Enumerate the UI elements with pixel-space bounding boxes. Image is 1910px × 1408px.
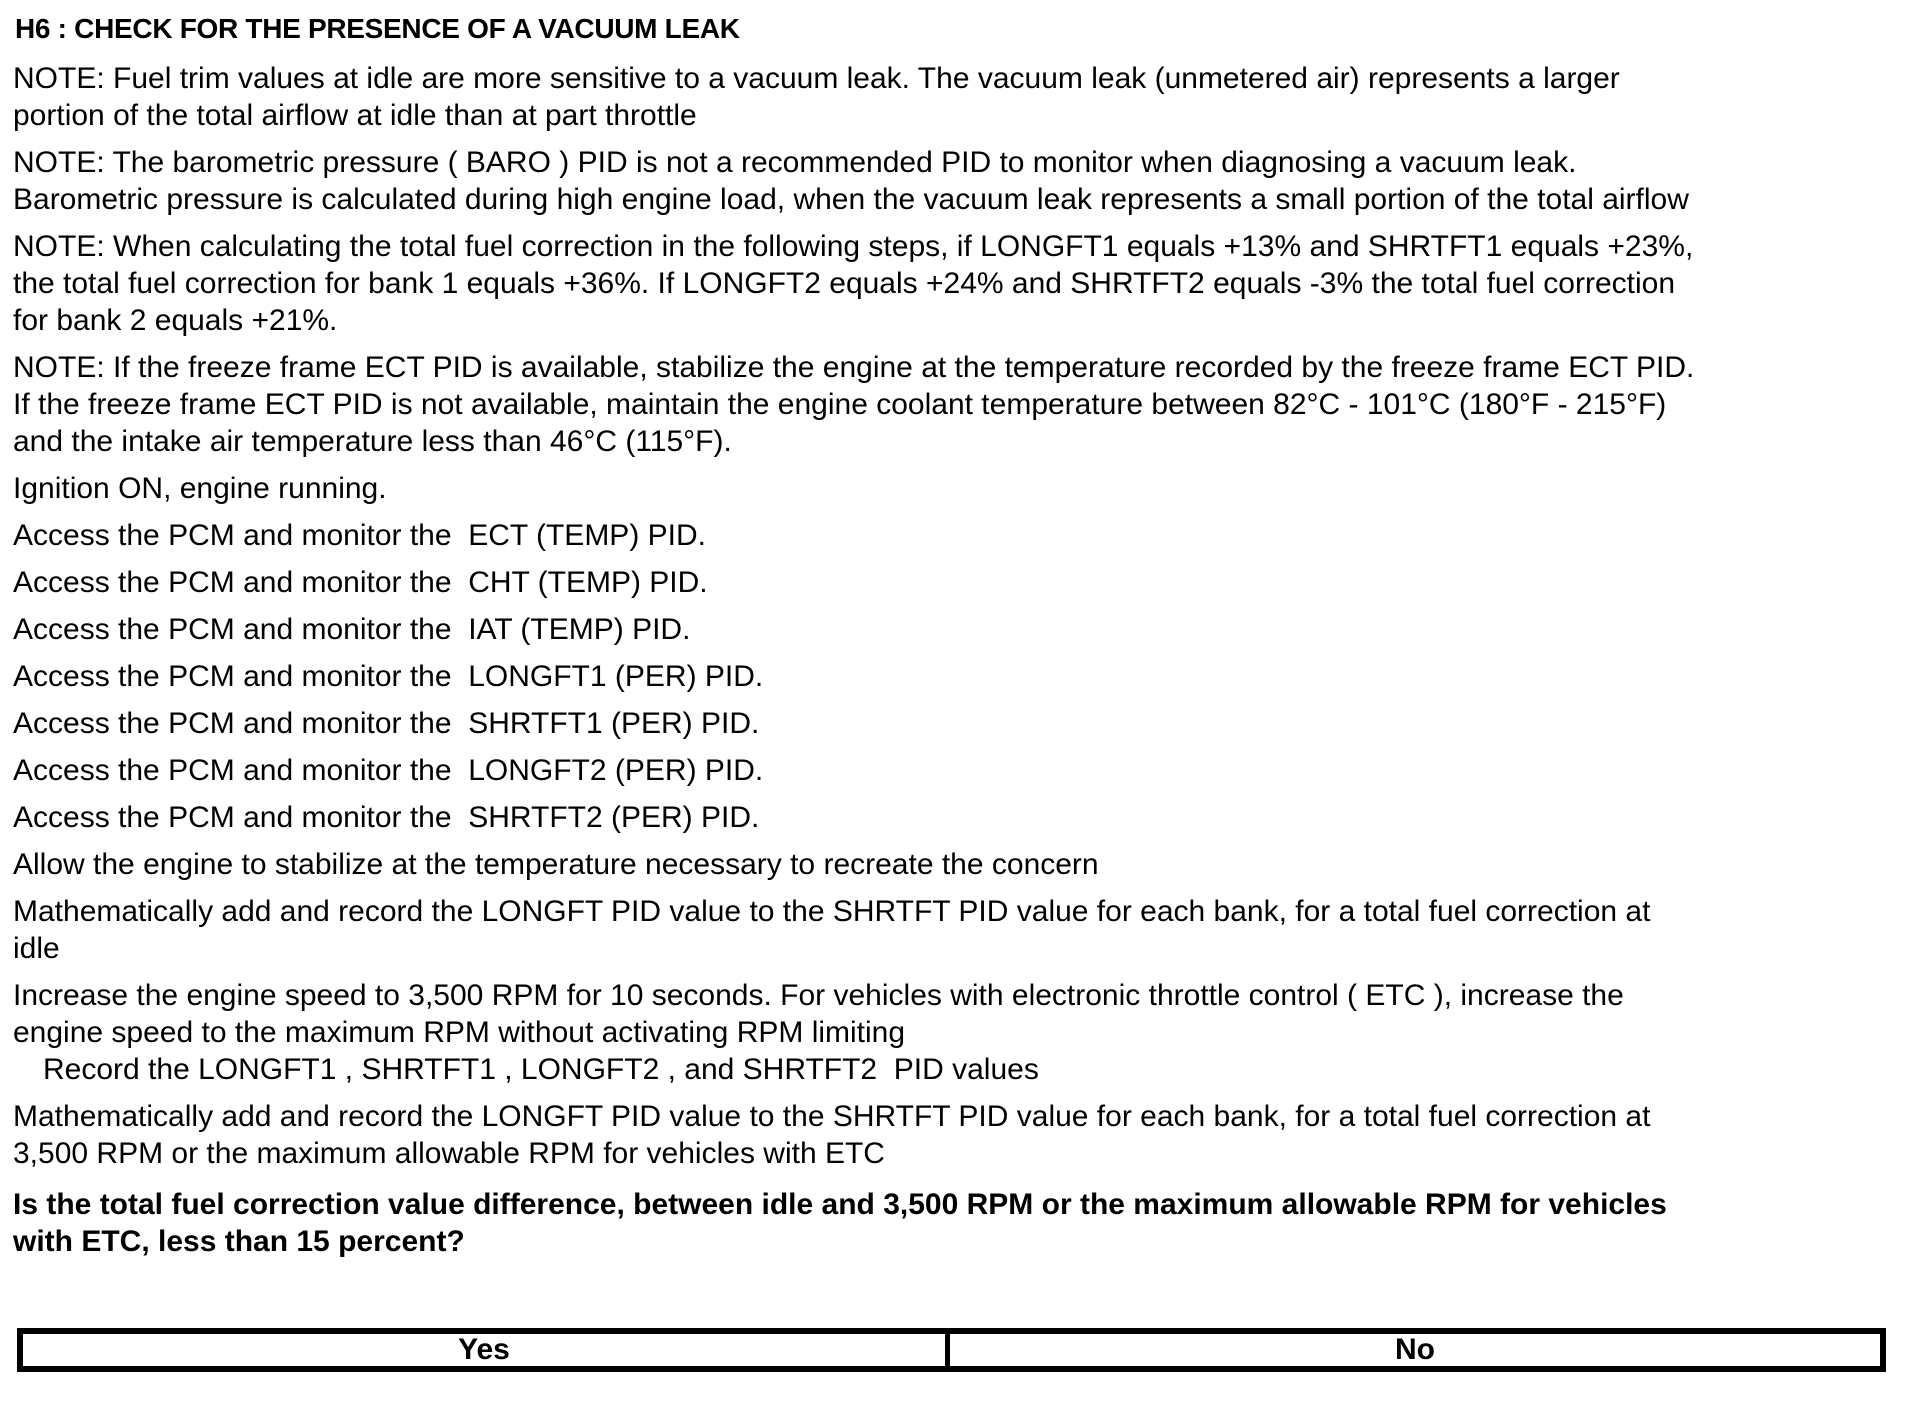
note-line: portion of the total airflow at idle than at part throttle bbox=[13, 99, 697, 132]
step-line: Access the PCM and monitor the ECT (TEMP) PID. bbox=[13, 519, 706, 552]
note-line: NOTE: If the freeze frame ECT PID is available, stabilize the engine at the temperature recorded by the freeze frame ECT PID. bbox=[13, 351, 1695, 384]
step-paragraph bbox=[13, 705, 1896, 742]
note-line: NOTE: The barometric pressure ( BARO ) PID is not a recommended PID to monitor when diagnosing a vacuum leak. bbox=[13, 146, 1577, 179]
step-line: Access the PCM and monitor the LONGFT1 (PER) PID. bbox=[13, 660, 764, 693]
question-line: Is the total fuel correction value difference, between idle and 3,500 RPM or the maximum allowable RPM for vehicles bbox=[13, 1188, 1667, 1221]
step-line: engine speed to the maximum RPM without activating RPM limiting bbox=[13, 1016, 906, 1049]
step-line: Ignition ON, engine running. bbox=[13, 472, 387, 505]
step-line: Increase the engine speed to 3,500 RPM for 10 seconds. For vehicles with electronic throttle control ( ETC ), increase the bbox=[13, 979, 1624, 1012]
note-paragraph bbox=[13, 349, 1896, 460]
step-paragraph bbox=[13, 658, 1896, 695]
step-line: Access the PCM and monitor the CHT (TEMP) PID. bbox=[13, 566, 708, 599]
step-line: Access the PCM and monitor the LONGFT2 (PER) PID. bbox=[13, 754, 764, 787]
step-paragraph bbox=[13, 977, 1896, 1088]
step-line: Mathematically add and record the LONGFT PID value to the SHRTFT PID value for each bank, for a total fuel correction at bbox=[13, 1100, 1651, 1133]
note-line: If the freeze frame ECT PID is not available, maintain the engine coolant temperature between 82°C - 101°C (180°F - 215°F) bbox=[13, 388, 1667, 421]
no-cell: No bbox=[948, 1331, 1884, 1369]
step-line: 3,500 RPM or the maximum allowable RPM for vehicles with ETC bbox=[13, 1137, 885, 1170]
step-paragraph bbox=[13, 1098, 1896, 1172]
note-paragraph bbox=[13, 144, 1896, 218]
note-paragraph bbox=[13, 60, 1896, 134]
step-paragraph bbox=[13, 564, 1896, 601]
step-line: Access the PCM and monitor the IAT (TEMP) PID. bbox=[13, 613, 691, 646]
note-line: for bank 2 equals +21%. bbox=[13, 304, 338, 337]
step-line: Access the PCM and monitor the SHRTFT2 (PER) PID. bbox=[13, 801, 760, 834]
step-paragraph bbox=[13, 611, 1896, 648]
step-line-indented: Record the LONGFT1 , SHRTFT1 , LONGFT2 , and SHRTFT2 PID values bbox=[43, 1053, 1039, 1086]
yes-cell: Yes bbox=[20, 1331, 948, 1369]
note-line: the total fuel correction for bank 1 equals +36%. If LONGFT2 equals +24% and SHRTFT2 equals -3% the total fuel correction bbox=[13, 267, 1675, 300]
yes-no-answer-table bbox=[17, 1328, 1886, 1372]
step-paragraph bbox=[13, 470, 1896, 507]
note-line: and the intake air temperature less than 46°C (115°F). bbox=[13, 425, 732, 458]
step-paragraph bbox=[13, 799, 1896, 836]
answer-header-row bbox=[20, 1331, 1883, 1369]
page-title: H6 : CHECK FOR THE PRESENCE OF A VACUUM LEAK bbox=[15, 13, 740, 44]
note-line: NOTE: When calculating the total fuel correction in the following steps, if LONGFT1 equals +13% and SHRTFT1 equals +23%, bbox=[13, 230, 1694, 263]
step-paragraph bbox=[13, 517, 1896, 554]
step-paragraph bbox=[13, 752, 1896, 789]
question-line: with ETC, less than 15 percent? bbox=[13, 1225, 465, 1258]
step-line: Allow the engine to stabilize at the temperature necessary to recreate the concern bbox=[13, 848, 1099, 881]
note-line: NOTE: Fuel trim values at idle are more sensitive to a vacuum leak. The vacuum leak (unmetered air) represents a larger bbox=[13, 62, 1620, 95]
note-line: Barometric pressure is calculated during high engine load, when the vacuum leak represents a small portion of the total airflow bbox=[13, 183, 1689, 216]
step-paragraph bbox=[13, 846, 1896, 883]
note-paragraph bbox=[13, 228, 1896, 339]
step-line: Access the PCM and monitor the SHRTFT1 (PER) PID. bbox=[13, 707, 760, 740]
step-line: idle bbox=[13, 932, 60, 965]
step-line: Mathematically add and record the LONGFT PID value to the SHRTFT PID value for each bank, for a total fuel correction at bbox=[13, 895, 1651, 928]
step-paragraph bbox=[13, 893, 1896, 967]
question-paragraph bbox=[13, 1186, 1896, 1260]
